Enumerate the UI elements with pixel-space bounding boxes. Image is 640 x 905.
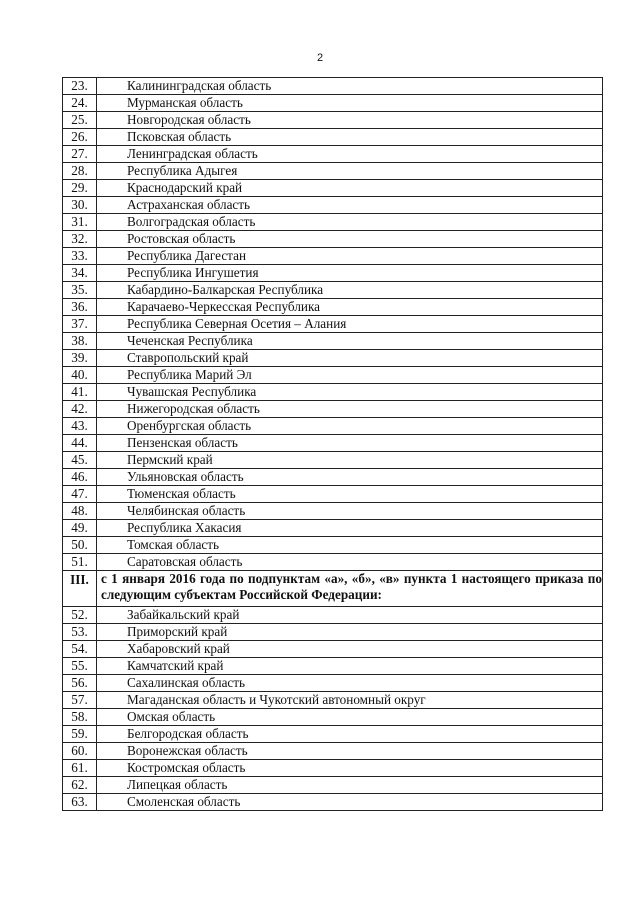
row-number: 26. (63, 129, 97, 146)
row-number: 37. (63, 316, 97, 333)
row-number: 44. (63, 435, 97, 452)
region-name: Карачаево-Черкесская Республика (97, 299, 603, 316)
table-row (63, 520, 603, 537)
region-name: Псковская область (97, 129, 603, 146)
row-number: 40. (63, 367, 97, 384)
region-name: Хабаровский край (97, 641, 603, 658)
table-row (63, 333, 603, 350)
table-row (63, 452, 603, 469)
row-number: 54. (63, 641, 97, 658)
region-name: Волгоградская область (97, 214, 603, 231)
table-row (63, 197, 603, 214)
row-number: 50. (63, 537, 97, 554)
region-name: Ставропольский край (97, 350, 603, 367)
table-row (63, 299, 603, 316)
row-number: 25. (63, 112, 97, 129)
table-row (63, 692, 603, 709)
table-row (63, 537, 603, 554)
region-name: Мурманская область (97, 95, 603, 112)
region-name: Смоленская область (97, 794, 603, 811)
table-row (63, 777, 603, 794)
region-name: Республика Северная Осетия – Алания (97, 316, 603, 333)
table-row (63, 658, 603, 675)
table-row (63, 146, 603, 163)
region-name: Омская область (97, 709, 603, 726)
table-row (63, 180, 603, 197)
row-number: 46. (63, 469, 97, 486)
table-row (63, 163, 603, 180)
table-row (63, 726, 603, 743)
region-name: Чеченская Республика (97, 333, 603, 350)
table-row (63, 367, 603, 384)
regions-group-a (63, 78, 603, 571)
table-row (63, 112, 603, 129)
row-number: 33. (63, 248, 97, 265)
table-row (63, 469, 603, 486)
region-name: Ульяновская область (97, 469, 603, 486)
row-number: 42. (63, 401, 97, 418)
row-number: 56. (63, 675, 97, 692)
region-name: Чувашская Республика (97, 384, 603, 401)
region-name: Забайкальский край (97, 607, 603, 624)
section-row (63, 571, 603, 607)
row-number: 48. (63, 503, 97, 520)
table-row (63, 95, 603, 112)
regions-group-b (63, 607, 603, 811)
row-number: 61. (63, 760, 97, 777)
region-name: Республика Адыгея (97, 163, 603, 180)
table-row (63, 760, 603, 777)
region-name: Челябинская область (97, 503, 603, 520)
table-row (63, 214, 603, 231)
section-heading: с 1 января 2016 года по подпунктам «а», «б», «в» пункта 1 настоящего приказа по следующим субъектам Российской Федерации: (97, 571, 603, 607)
table-row (63, 384, 603, 401)
row-number: 38. (63, 333, 97, 350)
region-name: Краснодарский край (97, 180, 603, 197)
table-row (63, 78, 603, 95)
table-row (63, 709, 603, 726)
row-number: 51. (63, 554, 97, 571)
section-iii (63, 571, 603, 607)
region-name: Кабардино-Балкарская Республика (97, 282, 603, 299)
row-number: 59. (63, 726, 97, 743)
table-row (63, 435, 603, 452)
region-name: Белгородская область (97, 726, 603, 743)
region-name: Новгородская область (97, 112, 603, 129)
table-row (63, 607, 603, 624)
region-name: Пензенская область (97, 435, 603, 452)
row-number: 34. (63, 265, 97, 282)
table-row (63, 418, 603, 435)
row-number: 24. (63, 95, 97, 112)
page-number: 2 (316, 52, 324, 64)
region-name: Оренбургская область (97, 418, 603, 435)
region-name: Воронежская область (97, 743, 603, 760)
table-row (63, 129, 603, 146)
table-row (63, 248, 603, 265)
region-name: Магаданская область и Чукотский автономный округ (97, 692, 603, 709)
table-row (63, 282, 603, 299)
region-name: Сахалинская область (97, 675, 603, 692)
section-number: III. (63, 571, 97, 607)
row-number: 60. (63, 743, 97, 760)
table-row (63, 794, 603, 811)
row-number: 29. (63, 180, 97, 197)
region-name: Ленинградская область (97, 146, 603, 163)
region-name: Камчатский край (97, 658, 603, 675)
table-row (63, 350, 603, 367)
row-number: 23. (63, 78, 97, 95)
row-number: 32. (63, 231, 97, 248)
row-number: 55. (63, 658, 97, 675)
region-name: Саратовская область (97, 554, 603, 571)
row-number: 35. (63, 282, 97, 299)
region-name: Ростовская область (97, 231, 603, 248)
row-number: 62. (63, 777, 97, 794)
table-row (63, 401, 603, 418)
row-number: 43. (63, 418, 97, 435)
row-number: 41. (63, 384, 97, 401)
table-row (63, 265, 603, 282)
row-number: 36. (63, 299, 97, 316)
table-row (63, 641, 603, 658)
row-number: 58. (63, 709, 97, 726)
row-number: 45. (63, 452, 97, 469)
region-name: Пермский край (97, 452, 603, 469)
row-number: 30. (63, 197, 97, 214)
row-number: 47. (63, 486, 97, 503)
region-name: Тюменская область (97, 486, 603, 503)
table-row (63, 503, 603, 520)
region-name: Республика Дагестан (97, 248, 603, 265)
region-name: Липецкая область (97, 777, 603, 794)
region-name: Республика Ингушетия (97, 265, 603, 282)
table-row (63, 316, 603, 333)
region-name: Республика Марий Эл (97, 367, 603, 384)
region-name: Костромская область (97, 760, 603, 777)
region-name: Астраханская область (97, 197, 603, 214)
regions-table (62, 77, 603, 811)
table-row (63, 743, 603, 760)
region-name: Калининградская область (97, 78, 603, 95)
row-number: 31. (63, 214, 97, 231)
table-row (63, 624, 603, 641)
region-name: Нижегородская область (97, 401, 603, 418)
row-number: 49. (63, 520, 97, 537)
row-number: 57. (63, 692, 97, 709)
row-number: 39. (63, 350, 97, 367)
row-number: 63. (63, 794, 97, 811)
row-number: 28. (63, 163, 97, 180)
row-number: 52. (63, 607, 97, 624)
region-name: Приморский край (97, 624, 603, 641)
table-row (63, 486, 603, 503)
region-name: Томская область (97, 537, 603, 554)
row-number: 53. (63, 624, 97, 641)
table-row (63, 675, 603, 692)
region-name: Республика Хакасия (97, 520, 603, 537)
row-number: 27. (63, 146, 97, 163)
table-row (63, 231, 603, 248)
table-row (63, 554, 603, 571)
